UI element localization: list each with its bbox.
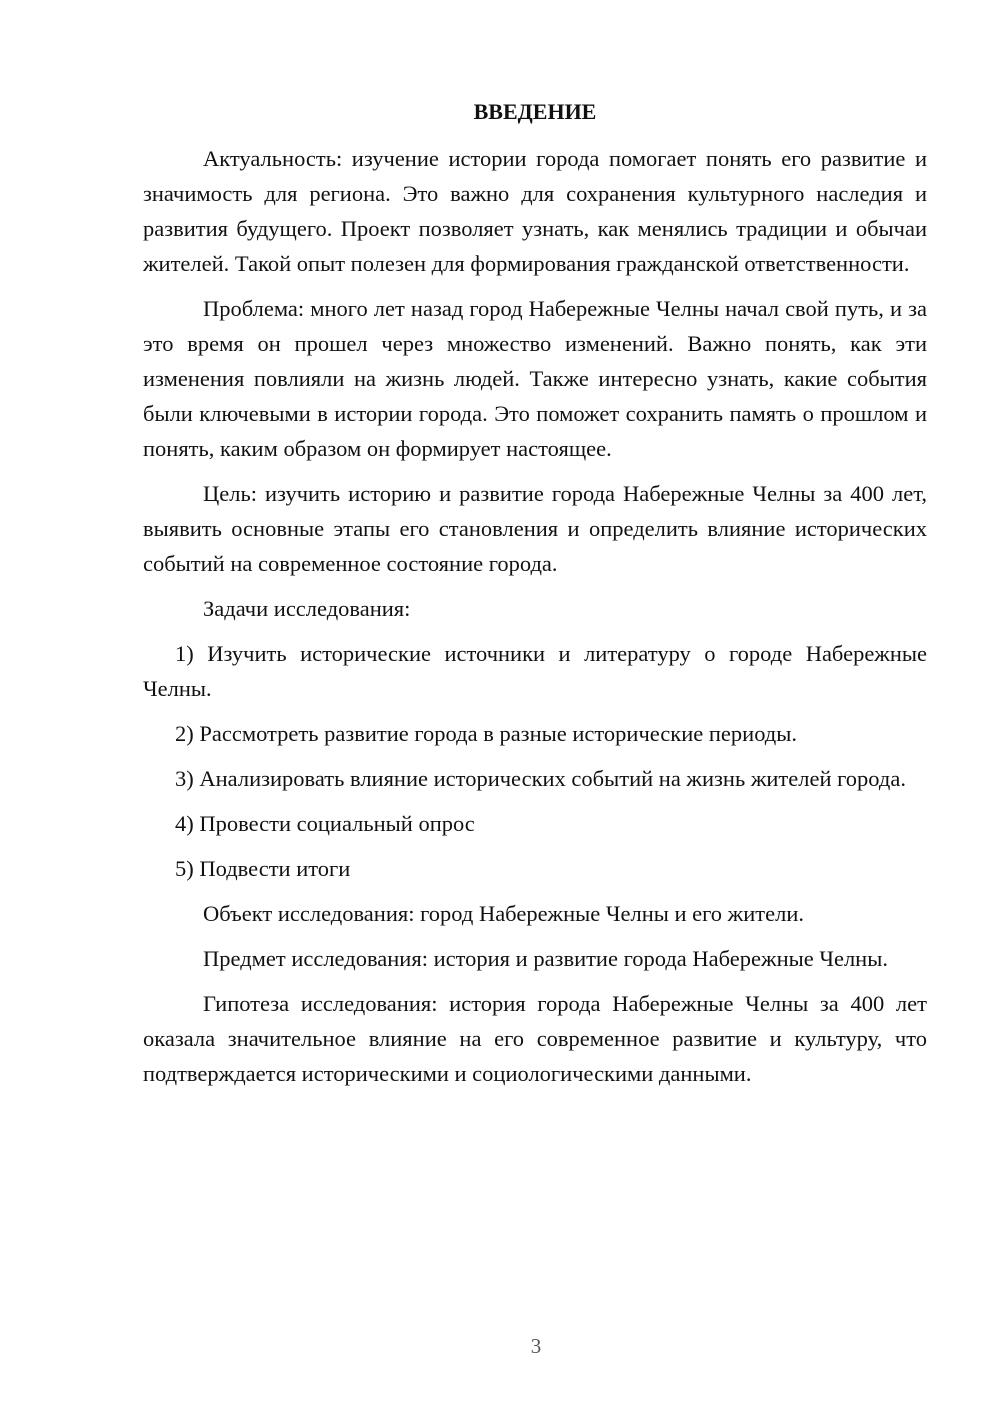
section-heading: ВВЕДЕНИЕ bbox=[473, 99, 597, 124]
goal-paragraph: Цель: изучить историю и развитие города Набережные Челны за 400 лет, выявить основные этапы его становления и определить влияние исторических событий на современное состояние города. bbox=[143, 481, 927, 576]
hypothesis-paragraph: Гипотеза исследования: история города Набережные Челны за 400 лет оказала значительное влияние на его современное развитие и культуру, что подтверждается историческими и социологическими данными. bbox=[143, 991, 927, 1086]
task-item: 4) Провести социальный опрос bbox=[175, 811, 475, 836]
page-number: 3 bbox=[530, 1334, 542, 1358]
problem-paragraph: Проблема: много лет назад город Набережные Челны начал свой путь, и за это время он прошел через множество изменений. Важно понять, как эти изменения повлияли на жизнь людей. Также интересно узнать, какие события были ключевыми в истории города. Это поможет сохранить память о прошлом и понять, каким образом он формирует настоящее. bbox=[143, 296, 927, 461]
task-item: 2) Рассмотреть развитие города в разные исторические периоды. bbox=[175, 721, 797, 746]
task-item: 3) Анализировать влияние исторических событий на жизнь жителей города. bbox=[175, 766, 906, 791]
task-item: 5) Подвести итоги bbox=[175, 856, 351, 881]
task-item: 1) Изучить исторические источники и литературу о городе Набережные Челны. bbox=[143, 641, 927, 701]
subject-paragraph: Предмет исследования: история и развитие города Набережные Челны. bbox=[203, 946, 888, 971]
page-content bbox=[143, 94, 927, 1101]
tasks-title: Задачи исследования: bbox=[203, 596, 411, 621]
object-paragraph: Объект исследования: город Набережные Челны и его жители. bbox=[203, 901, 804, 926]
relevance-paragraph: Актуальность: изучение истории города помогает понять его развитие и значимость для региона. Это важно для сохранения культурного наследия и развития будущего. Проект позволяет узнать, как менялись традиции и обычаи жителей. Такой опыт полезен для формирования гражданской ответственности. bbox=[143, 146, 927, 276]
